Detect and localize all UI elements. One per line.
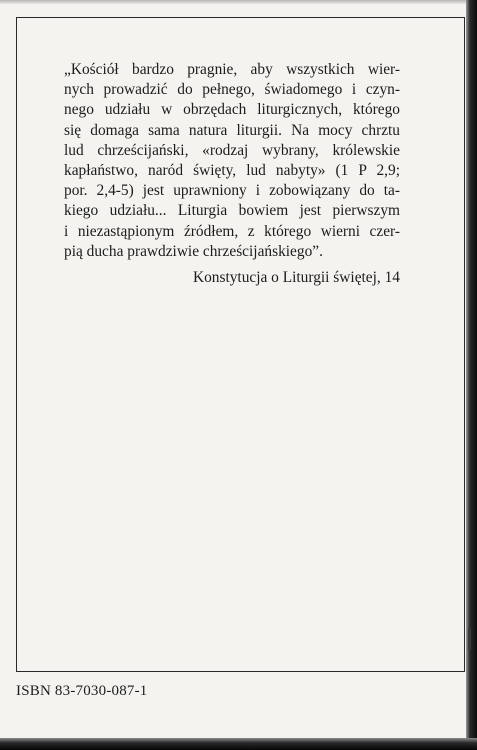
isbn-number: ISBN 83-7030-087-1 bbox=[16, 683, 148, 699]
quote-line: nych prowadzić do pełnego, świadomego i czyn- bbox=[64, 81, 400, 99]
quote-block bbox=[64, 60, 400, 262]
quote-line: por. 2,4-5) jest uprawniony i zobowiązany do ta- bbox=[64, 182, 400, 200]
quote-line: lud chrześcijański, «rodzaj wybrany, królewskie bbox=[64, 141, 400, 159]
quote-line: się domaga sama natura liturgii. Na mocy chrztu bbox=[64, 121, 400, 139]
quote-attribution: Konstytucja o Liturgii świętej, 14 bbox=[192, 269, 400, 286]
quote-line: i niezastąpionym źródłem, z którego wierni czer- bbox=[64, 222, 400, 240]
spine-bleed-mark bbox=[468, 628, 471, 650]
quote-line: pią ducha prawdziwie chrześcijańskiego”. bbox=[64, 242, 323, 260]
scan-bottom-edge bbox=[0, 738, 477, 750]
scan-top-edge bbox=[0, 0, 477, 4]
quote-line: nego udziału w obrzędach liturgicznych, którego bbox=[64, 101, 400, 119]
quote-line: „Kościół bardzo pragnie, aby wszystkich wier- bbox=[64, 61, 400, 78]
quote-line: kapłaństwo, naród święty, lud nabyty» (1 P 2,9; bbox=[64, 162, 400, 180]
quote-line: kiego udziału... Liturgia bowiem jest pierwszym bbox=[64, 202, 400, 220]
